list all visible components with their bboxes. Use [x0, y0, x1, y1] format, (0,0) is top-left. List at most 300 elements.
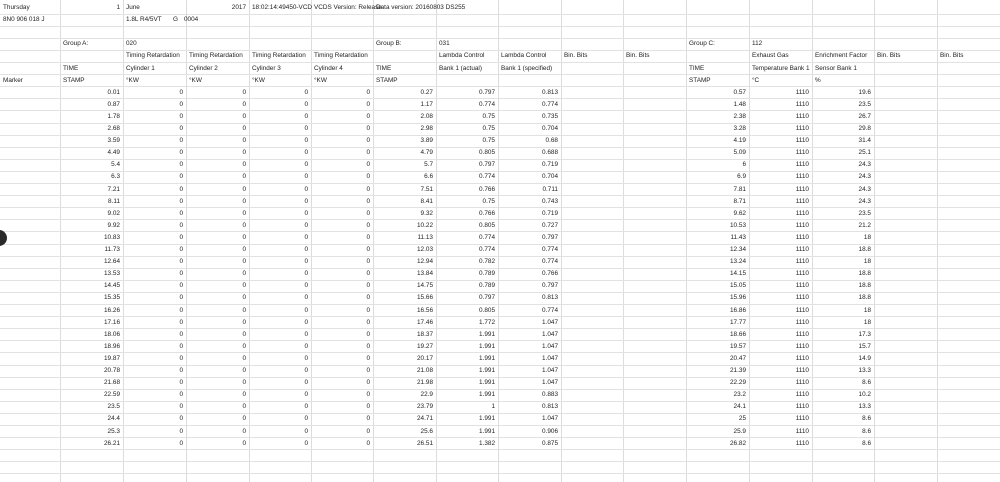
data-cell[interactable]: 0 — [179, 427, 183, 435]
data-cell[interactable]: 0 — [304, 88, 308, 96]
data-cell[interactable]: 0.805 — [479, 149, 495, 157]
header-month[interactable]: June — [126, 4, 140, 11]
data-cell[interactable]: 0 — [179, 354, 183, 362]
data-cell[interactable]: 0.813 — [542, 294, 558, 302]
data-cell[interactable]: 0 — [366, 185, 370, 193]
data-cell[interactable]: 19.27 — [417, 342, 433, 350]
data-cell[interactable]: 0 — [242, 185, 246, 193]
data-cell[interactable]: 0.774 — [542, 246, 558, 253]
data-cell[interactable]: 0 — [242, 197, 246, 205]
data-cell[interactable]: 1110 — [795, 137, 809, 145]
data-cell[interactable]: 0 — [366, 439, 370, 447]
data-cell[interactable]: 0 — [242, 233, 246, 241]
data-cell[interactable]: 6.3 — [111, 173, 120, 181]
column-header[interactable]: Bin. Bits — [626, 52, 650, 60]
data-cell[interactable]: 0 — [179, 125, 183, 132]
data-cell[interactable]: 13.3 — [858, 367, 871, 374]
data-cell[interactable]: 0.774 — [542, 306, 558, 314]
data-cell[interactable]: 0 — [242, 342, 246, 350]
data-cell[interactable]: 0 — [366, 330, 370, 338]
data-cell[interactable]: 18 — [863, 233, 871, 241]
data-cell[interactable]: 1110 — [795, 246, 809, 253]
data-cell[interactable]: 1.17 — [420, 100, 433, 108]
column-header[interactable]: Cylinder 4 — [314, 64, 343, 72]
data-cell[interactable]: 23.5 — [858, 100, 871, 108]
data-cell[interactable]: 0 — [179, 306, 183, 314]
data-cell[interactable]: 0 — [179, 342, 183, 350]
data-cell[interactable]: 18.06 — [104, 330, 120, 338]
group-c-code[interactable]: 112 — [752, 40, 763, 48]
header-part-number[interactable]: 8N0 906 018 J — [3, 16, 45, 24]
data-cell[interactable]: 10.2 — [858, 391, 871, 399]
data-cell[interactable]: 24.3 — [858, 173, 871, 181]
group-b-code[interactable]: 031 — [439, 40, 450, 48]
data-cell[interactable]: 0 — [304, 270, 308, 278]
header-date-day[interactable]: 1 — [116, 4, 120, 11]
data-cell[interactable]: 0.75 — [482, 197, 495, 205]
data-cell[interactable]: 17.46 — [417, 318, 433, 326]
data-cell[interactable]: 0.797 — [542, 233, 558, 241]
data-cell[interactable]: 0 — [366, 258, 370, 266]
data-cell[interactable]: 0 — [304, 294, 308, 302]
data-cell[interactable]: 10.22 — [417, 221, 433, 229]
data-cell[interactable]: 9.92 — [107, 221, 120, 229]
data-cell[interactable]: 0 — [304, 342, 308, 350]
data-cell[interactable]: 0 — [304, 391, 308, 399]
column-header[interactable]: STAMP — [63, 76, 85, 84]
data-cell[interactable]: 0 — [242, 294, 246, 302]
data-cell[interactable]: 26.21 — [104, 439, 120, 447]
data-cell[interactable]: 0 — [179, 185, 183, 193]
data-cell[interactable]: 19.87 — [104, 354, 120, 362]
data-cell[interactable]: 0.87 — [107, 100, 120, 108]
data-cell[interactable]: 0 — [242, 125, 246, 132]
data-cell[interactable]: 0 — [366, 137, 370, 145]
data-cell[interactable]: 0 — [304, 112, 308, 120]
column-header[interactable]: Cylinder 2 — [189, 64, 218, 72]
data-cell[interactable]: 0.797 — [479, 294, 495, 302]
data-cell[interactable]: 12.64 — [104, 258, 120, 266]
data-cell[interactable]: 0 — [366, 125, 370, 132]
data-cell[interactable]: 21.2 — [858, 221, 871, 229]
data-cell[interactable]: 0 — [304, 197, 308, 205]
data-cell[interactable]: 21.08 — [417, 367, 433, 374]
data-cell[interactable]: 1110 — [795, 318, 809, 326]
data-cell[interactable]: 0 — [304, 161, 308, 169]
data-cell[interactable]: 11.13 — [417, 233, 433, 241]
data-cell[interactable]: 0 — [366, 209, 370, 217]
data-cell[interactable]: 0 — [242, 100, 246, 108]
data-cell[interactable]: 1.78 — [107, 112, 120, 120]
data-cell[interactable]: 1.047 — [542, 354, 558, 362]
data-cell[interactable]: 0 — [304, 233, 308, 241]
header-time[interactable]: 18:02:14:49450-VCD — [252, 4, 313, 11]
data-cell[interactable]: 5.4 — [111, 161, 120, 169]
header-g[interactable]: G — [173, 16, 178, 24]
data-cell[interactable]: 23.5 — [107, 403, 120, 411]
data-cell[interactable]: 1.991 — [479, 354, 495, 362]
data-cell[interactable]: 26.82 — [730, 439, 746, 447]
group-a-code[interactable]: 020 — [126, 40, 137, 48]
data-cell[interactable]: 26.7 — [858, 112, 871, 120]
data-cell[interactable]: 16.26 — [104, 306, 120, 314]
data-cell[interactable]: 0 — [242, 282, 246, 290]
data-cell[interactable]: 11.43 — [730, 233, 746, 241]
data-cell[interactable]: 0 — [179, 415, 183, 423]
data-cell[interactable]: 0.711 — [542, 185, 558, 193]
column-header[interactable]: °KW — [314, 76, 327, 84]
data-cell[interactable]: 1.772 — [479, 318, 495, 326]
data-cell[interactable]: 24.3 — [858, 185, 871, 193]
data-cell[interactable]: 0.813 — [542, 88, 558, 96]
column-header[interactable]: Marker — [3, 76, 23, 84]
data-cell[interactable]: 0 — [179, 246, 183, 253]
column-header[interactable]: STAMP — [689, 76, 711, 84]
data-cell[interactable]: 2.68 — [107, 125, 120, 132]
data-cell[interactable]: 0 — [304, 379, 308, 387]
data-cell[interactable]: 12.34 — [730, 246, 746, 253]
data-cell[interactable]: 1.047 — [542, 330, 558, 338]
column-header[interactable]: Cylinder 3 — [252, 64, 281, 72]
data-cell[interactable]: 0 — [179, 367, 183, 374]
data-cell[interactable]: 0 — [179, 403, 183, 411]
data-cell[interactable]: 0 — [366, 88, 370, 96]
data-cell[interactable]: 18.8 — [858, 282, 871, 290]
data-cell[interactable]: 0 — [242, 306, 246, 314]
data-cell[interactable]: 0 — [366, 282, 370, 290]
column-header[interactable]: Bank 1 (actual) — [439, 64, 482, 72]
data-cell[interactable]: 0.57 — [733, 88, 746, 96]
data-cell[interactable]: 0 — [179, 221, 183, 229]
data-cell[interactable]: 6.6 — [424, 173, 433, 181]
data-cell[interactable]: 0 — [366, 342, 370, 350]
data-cell[interactable]: 15.7 — [858, 342, 871, 350]
data-cell[interactable]: 1110 — [795, 258, 809, 266]
data-cell[interactable]: 18.66 — [730, 330, 746, 338]
data-cell[interactable]: 9.62 — [733, 209, 746, 217]
data-cell[interactable]: 1110 — [795, 354, 809, 362]
data-cell[interactable]: 2.98 — [420, 125, 433, 132]
data-cell[interactable]: 5.7 — [424, 161, 433, 169]
data-cell[interactable]: 13.24 — [730, 258, 746, 266]
data-cell[interactable]: 0.875 — [542, 439, 558, 447]
data-cell[interactable]: 0 — [242, 173, 246, 181]
data-cell[interactable]: 18.96 — [104, 342, 120, 350]
column-header[interactable]: °KW — [189, 76, 202, 84]
data-cell[interactable]: 8.6 — [862, 427, 871, 435]
data-cell[interactable]: 1.991 — [479, 379, 495, 387]
data-cell[interactable]: 0 — [366, 379, 370, 387]
data-cell[interactable]: 0 — [304, 282, 308, 290]
column-header[interactable]: STAMP — [376, 76, 398, 84]
header-vcds-version[interactable]: VCDS Version: Release — [314, 4, 382, 11]
data-cell[interactable]: 19.57 — [730, 342, 746, 350]
data-cell[interactable]: 20.47 — [730, 354, 746, 362]
data-cell[interactable]: 0 — [366, 391, 370, 399]
data-cell[interactable]: 0 — [242, 391, 246, 399]
data-cell[interactable]: 17.16 — [104, 318, 120, 326]
data-cell[interactable]: 14.75 — [417, 282, 433, 290]
data-cell[interactable]: 0.766 — [479, 185, 495, 193]
data-cell[interactable]: 0.688 — [542, 149, 558, 157]
data-cell[interactable]: 12.03 — [417, 246, 433, 253]
data-cell[interactable]: 1.48 — [733, 100, 746, 108]
data-cell[interactable]: 24.4 — [107, 415, 120, 423]
data-cell[interactable]: 20.17 — [417, 354, 433, 362]
column-header[interactable]: Cylinder 1 — [126, 64, 155, 72]
data-cell[interactable]: 11.73 — [104, 246, 120, 253]
data-cell[interactable]: 14.45 — [104, 282, 120, 290]
data-cell[interactable]: 0 — [179, 318, 183, 326]
data-cell[interactable]: 0 — [304, 354, 308, 362]
data-cell[interactable]: 0 — [242, 439, 246, 447]
column-header[interactable]: Timing Retardation — [189, 52, 243, 60]
data-cell[interactable]: 18.8 — [858, 294, 871, 302]
data-cell[interactable]: 0 — [304, 330, 308, 338]
data-cell[interactable]: 0 — [304, 318, 308, 326]
data-cell[interactable]: 1110 — [795, 197, 809, 205]
data-cell[interactable]: 0.813 — [542, 403, 558, 411]
data-cell[interactable]: 0 — [304, 209, 308, 217]
column-header[interactable]: Bin. Bits — [877, 52, 901, 60]
data-cell[interactable]: 18.37 — [417, 330, 433, 338]
data-cell[interactable]: 0.797 — [479, 88, 495, 96]
data-cell[interactable]: 1110 — [795, 149, 809, 157]
data-cell[interactable]: 1110 — [795, 100, 809, 108]
column-header[interactable]: Sensor Bank 1 — [815, 64, 857, 72]
data-cell[interactable]: 0 — [366, 246, 370, 253]
data-cell[interactable]: 0.727 — [542, 221, 558, 229]
data-cell[interactable]: 8.41 — [420, 197, 433, 205]
data-cell[interactable]: 1110 — [795, 125, 809, 132]
data-cell[interactable]: 0 — [304, 173, 308, 181]
data-cell[interactable]: 15.96 — [730, 294, 746, 302]
data-cell[interactable]: 0 — [242, 161, 246, 169]
data-cell[interactable]: 0 — [179, 270, 183, 278]
data-cell[interactable]: 22.59 — [104, 391, 120, 399]
data-cell[interactable]: 0.797 — [542, 282, 558, 290]
group-c-label[interactable]: Group C: — [689, 40, 715, 48]
data-cell[interactable]: 0 — [366, 294, 370, 302]
data-cell[interactable]: 21.68 — [104, 379, 120, 387]
column-header[interactable]: Lambda Control — [439, 52, 485, 60]
data-cell[interactable]: 25.6 — [420, 427, 433, 435]
data-cell[interactable]: 1110 — [795, 342, 809, 350]
data-cell[interactable]: 25.1 — [858, 149, 871, 157]
data-cell[interactable]: 0.735 — [542, 112, 558, 120]
data-cell[interactable]: 0 — [242, 270, 246, 278]
data-cell[interactable]: 0.774 — [542, 258, 558, 266]
data-cell[interactable]: 0.27 — [420, 88, 433, 96]
data-cell[interactable]: 0 — [304, 149, 308, 157]
data-cell[interactable]: 0 — [366, 354, 370, 362]
header-day[interactable]: Thursday — [3, 4, 30, 11]
data-cell[interactable]: 17.77 — [730, 318, 746, 326]
data-cell[interactable]: 1110 — [795, 379, 809, 387]
data-cell[interactable]: 15.05 — [730, 282, 746, 290]
data-cell[interactable]: 1110 — [795, 330, 809, 338]
group-a-label[interactable]: Group A: — [63, 40, 89, 48]
data-cell[interactable]: 0 — [242, 137, 246, 145]
data-cell[interactable]: 13.84 — [417, 270, 433, 278]
data-cell[interactable]: 0 — [304, 221, 308, 229]
data-cell[interactable]: 0.743 — [542, 197, 558, 205]
data-cell[interactable]: 0.906 — [542, 427, 558, 435]
data-cell[interactable]: 0 — [304, 367, 308, 374]
data-cell[interactable]: 0 — [242, 246, 246, 253]
data-cell[interactable]: 24.3 — [858, 161, 871, 169]
column-header[interactable]: % — [815, 76, 821, 84]
data-cell[interactable]: 0.766 — [479, 209, 495, 217]
data-cell[interactable]: 0 — [242, 318, 246, 326]
data-cell[interactable]: 0 — [366, 112, 370, 120]
data-cell[interactable]: 13.53 — [104, 270, 120, 278]
data-cell[interactable]: 0 — [242, 88, 246, 96]
data-cell[interactable]: 1110 — [795, 270, 809, 278]
data-cell[interactable]: 21.98 — [417, 379, 433, 387]
data-cell[interactable]: 1110 — [795, 403, 809, 411]
data-cell[interactable]: 0 — [179, 330, 183, 338]
data-cell[interactable]: 0 — [304, 439, 308, 447]
data-cell[interactable]: 29.8 — [858, 125, 871, 132]
data-cell[interactable]: 0 — [242, 209, 246, 217]
data-cell[interactable]: 0 — [304, 100, 308, 108]
data-cell[interactable]: 1110 — [795, 185, 809, 193]
data-cell[interactable]: 0 — [366, 415, 370, 423]
data-cell[interactable]: 1.991 — [479, 415, 495, 423]
data-cell[interactable]: 0 — [366, 149, 370, 157]
data-cell[interactable]: 0 — [242, 427, 246, 435]
data-cell[interactable]: 0.774 — [479, 173, 495, 181]
data-cell[interactable]: 0 — [179, 209, 183, 217]
column-header[interactable]: Timing Retardation — [126, 52, 180, 60]
data-cell[interactable]: 0 — [179, 100, 183, 108]
data-cell[interactable]: 0 — [366, 173, 370, 181]
data-cell[interactable]: 15.66 — [417, 294, 433, 302]
data-cell[interactable]: 1110 — [795, 221, 809, 229]
data-cell[interactable]: 0.719 — [542, 161, 558, 169]
data-cell[interactable]: 14.15 — [730, 270, 746, 278]
column-header[interactable]: Lambda Control — [501, 52, 547, 60]
data-cell[interactable]: 1110 — [795, 233, 809, 241]
data-cell[interactable]: 23.5 — [858, 209, 871, 217]
data-cell[interactable]: 20.78 — [104, 367, 120, 374]
data-cell[interactable]: 0 — [366, 318, 370, 326]
data-cell[interactable]: 21.39 — [730, 367, 746, 374]
data-cell[interactable]: 18.8 — [858, 246, 871, 253]
data-cell[interactable]: 0 — [179, 161, 183, 169]
header-code[interactable]: 0004 — [184, 16, 199, 24]
data-cell[interactable]: 0 — [179, 379, 183, 387]
column-header[interactable]: Enrichment Factor — [815, 52, 868, 60]
data-cell[interactable]: 0 — [179, 439, 183, 447]
data-cell[interactable]: 0.704 — [542, 173, 558, 181]
data-cell[interactable]: 0 — [179, 197, 183, 205]
data-cell[interactable]: 22.9 — [420, 391, 433, 399]
data-cell[interactable]: 0 — [242, 367, 246, 374]
column-header[interactable]: Timing Retardation — [252, 52, 306, 60]
column-header[interactable]: °C — [752, 76, 760, 84]
data-cell[interactable]: 17.3 — [858, 330, 871, 338]
data-cell[interactable]: 1110 — [795, 294, 809, 302]
data-cell[interactable]: 0 — [304, 415, 308, 423]
data-cell[interactable]: 1.991 — [479, 342, 495, 350]
data-cell[interactable]: 0 — [366, 427, 370, 435]
data-cell[interactable]: 0.805 — [479, 221, 495, 229]
column-header[interactable]: TIME — [376, 64, 392, 72]
data-cell[interactable]: 0.704 — [542, 125, 558, 132]
data-cell[interactable]: 0.782 — [479, 258, 495, 266]
data-cell[interactable]: 0 — [366, 403, 370, 411]
data-cell[interactable]: 9.32 — [420, 209, 433, 217]
data-cell[interactable]: 25 — [738, 415, 746, 423]
data-cell[interactable]: 19.6 — [858, 88, 871, 96]
data-cell[interactable]: 1110 — [795, 439, 809, 447]
data-cell[interactable]: 0.774 — [479, 100, 495, 108]
data-cell[interactable]: 0.774 — [479, 233, 495, 241]
data-cell[interactable]: 0 — [179, 294, 183, 302]
data-cell[interactable]: 0.797 — [479, 161, 495, 169]
data-cell[interactable]: 0 — [242, 149, 246, 157]
column-header[interactable]: Bin. Bits — [564, 52, 588, 60]
data-cell[interactable]: 22.29 — [730, 379, 746, 387]
data-cell[interactable]: 0.789 — [479, 270, 495, 278]
column-header[interactable]: Bin. Bits — [940, 52, 964, 60]
data-cell[interactable]: 0.75 — [482, 125, 495, 132]
data-cell[interactable]: 4.79 — [420, 149, 433, 157]
data-cell[interactable]: 0.75 — [482, 112, 495, 120]
data-cell[interactable]: 8.6 — [862, 415, 871, 423]
data-cell[interactable]: 25.3 — [107, 427, 120, 435]
data-cell[interactable]: 0 — [242, 403, 246, 411]
data-cell[interactable]: 0 — [179, 173, 183, 181]
data-cell[interactable]: 0.01 — [107, 88, 120, 96]
data-cell[interactable]: 0 — [366, 161, 370, 169]
data-cell[interactable]: 1.382 — [479, 439, 495, 447]
data-cell[interactable]: 15.35 — [104, 294, 120, 302]
data-cell[interactable]: 1 — [491, 403, 495, 411]
data-cell[interactable]: 4.19 — [733, 137, 746, 145]
data-cell[interactable]: 8.71 — [733, 197, 746, 205]
column-header[interactable]: TIME — [689, 64, 705, 72]
data-cell[interactable]: 0 — [304, 306, 308, 314]
header-engine[interactable]: 1.8L R4/5VT — [126, 16, 162, 24]
data-cell[interactable]: 1.991 — [479, 367, 495, 374]
data-cell[interactable]: 0.789 — [479, 282, 495, 290]
data-cell[interactable]: 4.49 — [107, 149, 120, 157]
data-cell[interactable]: 0 — [242, 415, 246, 423]
data-cell[interactable]: 8.6 — [862, 439, 871, 447]
data-cell[interactable]: 0 — [366, 221, 370, 229]
data-cell[interactable]: 8.11 — [108, 197, 120, 205]
data-cell[interactable]: 10.53 — [730, 221, 746, 229]
data-cell[interactable]: 1110 — [795, 209, 809, 217]
data-cell[interactable]: 12.94 — [417, 258, 433, 266]
data-cell[interactable]: 23.79 — [417, 403, 433, 411]
data-cell[interactable]: 0 — [242, 258, 246, 266]
column-header[interactable]: TIME — [63, 64, 79, 72]
data-cell[interactable]: 1.991 — [479, 391, 495, 399]
data-cell[interactable]: 0 — [179, 233, 183, 241]
data-cell[interactable]: 8.6 — [862, 379, 871, 387]
data-cell[interactable]: 0.766 — [542, 270, 558, 278]
data-cell[interactable]: 1.047 — [542, 415, 558, 423]
data-cell[interactable]: 14.9 — [858, 354, 871, 362]
data-cell[interactable]: 0.68 — [545, 137, 558, 145]
data-cell[interactable]: 26.51 — [417, 439, 433, 447]
data-cell[interactable]: 0 — [366, 100, 370, 108]
data-cell[interactable]: 10.83 — [104, 233, 120, 241]
